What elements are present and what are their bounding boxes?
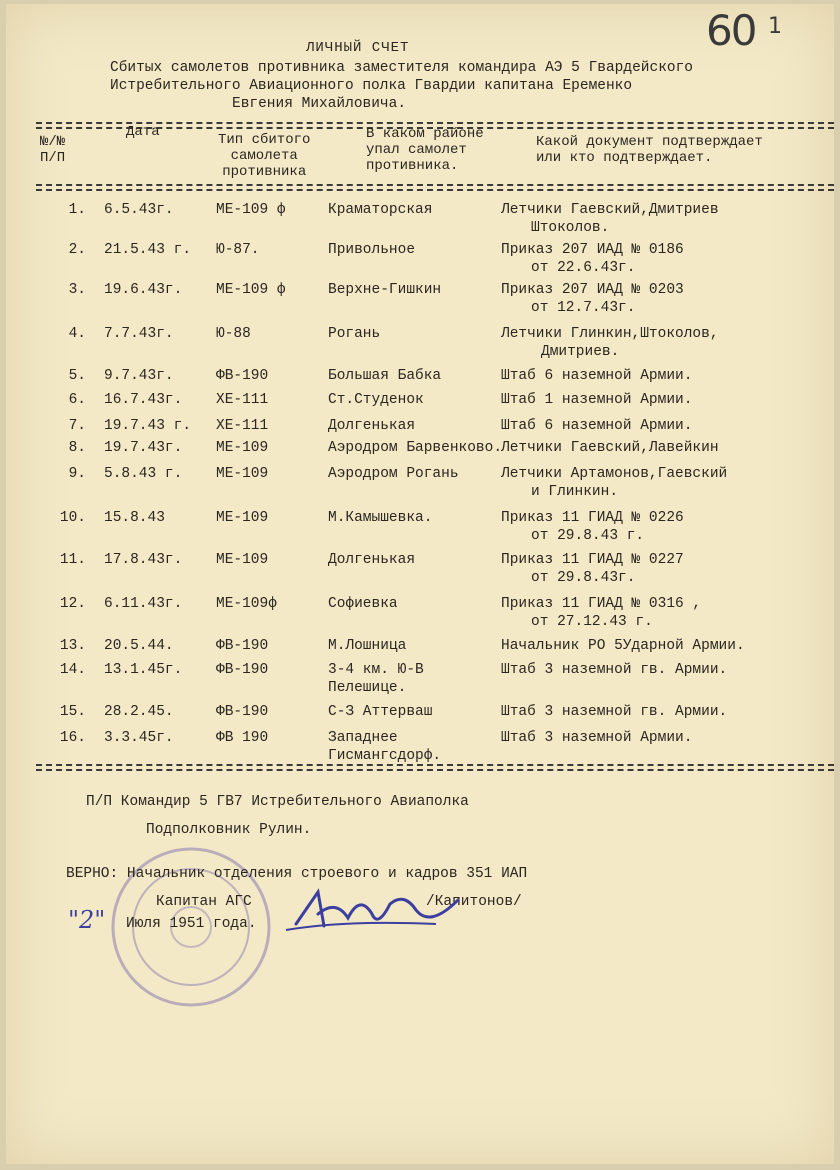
document-page [6, 4, 834, 1164]
row-confirmation: Штаб 3 наземной Армии. [501, 730, 693, 746]
row-number: 4. [68, 326, 86, 342]
commander-name: Подполковник Рулин. [146, 822, 312, 838]
row-number: 6. [68, 392, 86, 408]
page-number-suffix: 1 [768, 14, 780, 39]
row-aircraft-type: ХЕ-111 [216, 392, 269, 408]
row-aircraft-type: ФВ-190 [216, 704, 269, 720]
row-date: 7.7.43г. [104, 326, 174, 342]
column-header-date: Дата [126, 124, 160, 140]
row-aircraft-type: ХЕ-111 [216, 418, 269, 434]
row-confirmation: Штаб 3 наземной гв. Армии. [501, 704, 728, 720]
row-location: Западнее [328, 730, 398, 746]
column-header-num: №/№ П/П [40, 134, 66, 166]
row-confirmation: Приказ 11 ГИАД № 0316 , [501, 596, 702, 612]
row-location: Аэродром Рогань [328, 466, 459, 482]
header-line-2: Истребительного Авиационного полка Гвардии капитана Еременко [110, 78, 633, 94]
row-aircraft-type: ФВ-190 [216, 638, 269, 654]
row-confirmation: Штаб 1 наземной Армии. [501, 392, 693, 408]
row-number: 1. [68, 202, 86, 218]
row-number: 10. [59, 510, 86, 526]
row-number: 2. [68, 242, 86, 258]
row-date: 28.2.45. [104, 704, 174, 720]
row-date: 5.8.43 г. [104, 466, 183, 482]
row-aircraft-type: ФВ-190 [216, 662, 269, 678]
row-confirmation: Летчики Глинкин,Штоколов, [501, 326, 719, 342]
row-confirmation: Приказ 11 ГИАД № 0226 [501, 510, 684, 526]
verno-line: ВЕРНО: Начальник отделения строевого и кадров 351 ИАП [66, 866, 528, 882]
row-date: 19.7.43 г. [104, 418, 192, 434]
row-aircraft-type: МЕ-109 [216, 552, 269, 568]
row-number: 11. [59, 552, 86, 568]
captain-rank: Капитан АГС [156, 894, 252, 910]
row-location-line2: Пелешице. [328, 680, 407, 696]
row-date: 16.7.43г. [104, 392, 183, 408]
table-bottom-rule [36, 764, 834, 771]
row-confirmation-line2: от 29.8.43г. [531, 570, 636, 586]
row-aircraft-type: МЕ-109 [216, 510, 269, 526]
row-confirmation: Приказ 207 ИАД № 0203 [501, 282, 684, 298]
row-confirmation-line2: и Глинкин. [531, 484, 619, 500]
row-aircraft-type: Ю-88 [216, 326, 251, 342]
row-location: Аэродром Барвенково. [328, 440, 503, 456]
commander-line: П/П Командир 5 ГВ7 Истребительного Авиаполка [86, 794, 469, 810]
page-number [706, 6, 780, 55]
signature [86, 884, 466, 944]
row-aircraft-type: ФВ 190 [216, 730, 269, 746]
row-location: Привольное [328, 242, 416, 258]
row-date: 13.1.45г. [104, 662, 183, 678]
row-location-line2: Гисмангсдорф. [328, 748, 442, 764]
row-location: Софиевка [328, 596, 398, 612]
row-location: Краматорская [328, 202, 433, 218]
row-date: 6.11.43г. [104, 596, 183, 612]
row-number: 12. [59, 596, 86, 612]
row-date: 21.5.43 г. [104, 242, 192, 258]
row-location: Долгенькая [328, 418, 416, 434]
page-number-value: 60 [706, 6, 756, 55]
row-date: 9.7.43г. [104, 368, 174, 384]
row-confirmation-line2: Штоколов. [531, 220, 610, 236]
row-location: М.Камышевка. [328, 510, 433, 526]
row-date: 6.5.43г. [104, 202, 174, 218]
row-aircraft-type: МЕ-109 ф [216, 202, 286, 218]
row-confirmation: Приказ 11 ГИАД № 0227 [501, 552, 684, 568]
row-date: 20.5.44. [104, 638, 174, 654]
row-location: Ст.Студенок [328, 392, 424, 408]
row-confirmation: Летчики Артамонов,Гаевский [501, 466, 728, 482]
column-header-place: В каком районе упал самолет противника. [366, 126, 484, 174]
header-line-3: Евгения Михайловича. [232, 96, 407, 112]
column-header-type: Тип сбитого самолета противника [218, 132, 311, 180]
row-confirmation: Штаб 6 наземной Армии. [501, 418, 693, 434]
row-date: 19.6.43г. [104, 282, 183, 298]
row-number: 7. [68, 418, 86, 434]
row-date: 15.8.43 [104, 510, 165, 526]
row-aircraft-type: ФВ-190 [216, 368, 269, 384]
row-aircraft-type: МЕ-109ф [216, 596, 277, 612]
row-location: М.Лошница [328, 638, 407, 654]
row-confirmation: Штаб 6 наземной Армии. [501, 368, 693, 384]
row-number: 9. [68, 466, 86, 482]
date-line: Июля 1951 года. [126, 916, 257, 932]
row-number: 5. [68, 368, 86, 384]
row-confirmation: Штаб 3 наземной гв. Армии. [501, 662, 728, 678]
row-location: С-З Аттерваш [328, 704, 433, 720]
row-confirmation: Приказ 207 ИАД № 0186 [501, 242, 684, 258]
header-line-1: Сбитых самолетов противника заместителя командира АЭ 5 Гвардейского [110, 60, 693, 76]
row-location: Рогань [328, 326, 381, 342]
document-title: ЛИЧНЫЙ СЧЕТ [306, 40, 410, 56]
row-number: 8. [68, 440, 86, 456]
row-location: Большая Бабка [328, 368, 442, 384]
row-date: 19.7.43г. [104, 440, 183, 456]
row-location: 3-4 км. Ю-В [328, 662, 424, 678]
row-number: 16. [59, 730, 86, 746]
row-confirmation-line2: от 29.8.43 г. [531, 528, 645, 544]
captain-name: /Капитонов/ [426, 894, 522, 910]
row-confirmation-line2: от 27.12.43 г. [531, 614, 653, 630]
row-confirmation-line2: от 12.7.43г. [531, 300, 636, 316]
row-number: 13. [59, 638, 86, 654]
row-date: 3.3.45г. [104, 730, 174, 746]
row-confirmation: Летчики Гаевский,Лавейкин [501, 440, 719, 456]
date-day-handwritten: "2" [68, 906, 106, 934]
row-number: 3. [68, 282, 86, 298]
row-date: 17.8.43г. [104, 552, 183, 568]
row-confirmation-line2: Дмитриев. [541, 344, 620, 360]
row-number: 15. [59, 704, 86, 720]
row-number: 14. [59, 662, 86, 678]
row-confirmation-line2: от 22.6.43г. [531, 260, 636, 276]
row-location: Долгенькая [328, 552, 416, 568]
row-confirmation: Летчики Гаевский,Дмитриев [501, 202, 719, 218]
row-location: Верхне-Гишкин [328, 282, 442, 298]
row-aircraft-type: МЕ-109 [216, 440, 269, 456]
table-header-rule [36, 184, 834, 191]
row-aircraft-type: Ю-87. [216, 242, 260, 258]
row-confirmation: Начальник РО 5Ударной Армии. [501, 638, 745, 654]
row-aircraft-type: МЕ-109 ф [216, 282, 286, 298]
row-aircraft-type: МЕ-109 [216, 466, 269, 482]
column-header-doc: Какой документ подтверждает или кто подтверждает. [536, 134, 763, 166]
